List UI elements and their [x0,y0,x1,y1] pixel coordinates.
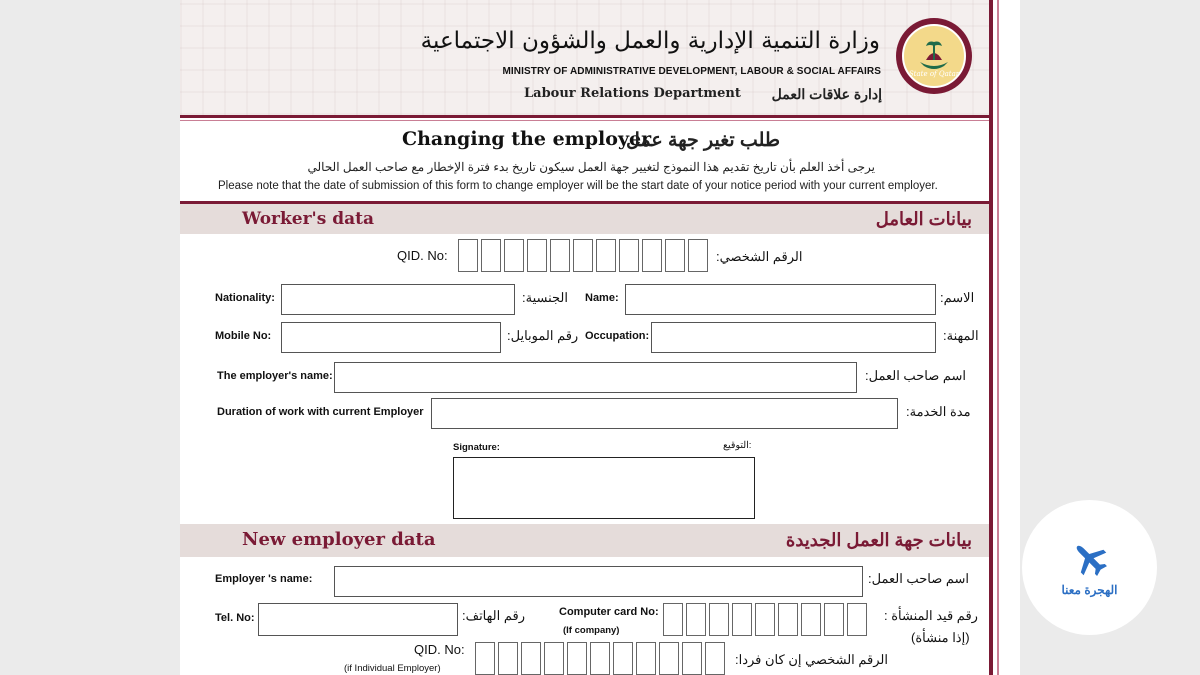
name-label-arabic: الاسم: [940,290,975,305]
qid-cell[interactable] [458,239,478,272]
worker-section-title-arabic: بيانات العامل [875,209,972,229]
qid-label: QID. No: [397,248,448,263]
duration-label-arabic: مدة الخدمة: [906,404,971,419]
new-employer-qid-cells[interactable] [475,642,725,675]
computer-card-cell[interactable] [709,603,729,636]
nationality-label-arabic: الجنسية: [522,290,568,305]
qid-cell[interactable] [688,239,708,272]
notice-english: Please note that the date of submission of this form to change employer will be the start date of your notice period with your current employer. [218,180,938,192]
employer-name-field[interactable] [334,362,857,393]
badge-label: الهجرة معنا [1061,582,1118,597]
state-of-qatar-logo [896,18,972,94]
mobile-field[interactable] [281,322,501,353]
form-title-arabic: طلب تغير جهة عمل [626,130,780,151]
qid-cell[interactable] [481,239,501,272]
worker-section-title-english: Worker's data [242,209,375,229]
form-title-english: Changing the employer [402,128,652,150]
qid-cell[interactable] [619,239,639,272]
page-margin [990,0,1020,675]
new-employer-qid-sub-label: (if Individual Employer) [344,663,441,674]
new-employer-qid-cell[interactable] [590,642,610,675]
nationality-label: Nationality: [215,292,275,304]
new-employer-name-field[interactable] [334,566,863,597]
computer-card-sub-label-arabic: (إذا منشأة) [911,630,970,645]
qid-cell[interactable] [596,239,616,272]
computer-card-label-arabic: رقم قيد المنشأة : [884,608,978,623]
qid-cell[interactable] [550,239,570,272]
computer-card-cell[interactable] [824,603,844,636]
occupation-label: Occupation: [585,330,650,342]
duration-field[interactable] [431,398,898,429]
qid-cell[interactable] [504,239,524,272]
tel-label: Tel. No: [215,612,255,624]
tel-field[interactable] [258,603,458,636]
computer-card-cell[interactable] [755,603,775,636]
name-field[interactable] [625,284,936,315]
new-employer-qid-cell[interactable] [475,642,495,675]
qid-label-arabic: الرقم الشخصي: [716,249,803,264]
new-employer-name-label-arabic: اسم صاحب العمل: [868,571,969,586]
name-label: Name: [585,292,619,304]
new-employer-qid-cell[interactable] [636,642,656,675]
header-divider-thin [180,120,990,121]
new-employer-name-label: Employer 's name: [215,573,313,585]
department-arabic: إدارة علاقات العمل [771,86,882,102]
tel-label-arabic: رقم الهاتف: [462,608,525,623]
worker-section-header [180,201,990,234]
new-employer-qid-cell[interactable] [613,642,633,675]
computer-card-cell[interactable] [801,603,821,636]
page-border-thin [997,0,999,675]
page-border-thick [989,0,993,675]
header-divider [180,115,990,118]
ministry-name-arabic: وزارة التنمية الإدارية والعمل والشؤون الاجتماعية [420,28,880,54]
computer-card-cell[interactable] [663,603,683,636]
new-employer-qid-cell[interactable] [544,642,564,675]
signature-box[interactable] [453,457,755,519]
qid-cell[interactable] [642,239,662,272]
notice-arabic: يرجى أخذ العلم بأن تاريخ تقديم هذا النموذج لتغيير جهة العمل سيكون تاريخ بدء فترة الإخطار مع صاحب العمل الحالي [307,160,875,174]
mobile-label: Mobile No: [215,330,272,342]
computer-card-cell[interactable] [686,603,706,636]
computer-card-sub-label: (If company) [563,625,620,636]
new-employer-qid-cell[interactable] [567,642,587,675]
new-employer-section-title-arabic: بيانات جهة العمل الجديدة [785,530,972,550]
site-badge[interactable] [1022,500,1157,635]
airplane-icon [1070,539,1110,579]
qid-cell[interactable] [527,239,547,272]
mobile-label-arabic: رقم الموبايل: [507,328,579,343]
new-employer-section-header [180,524,990,557]
new-employer-qid-cell[interactable] [682,642,702,675]
employer-name-label: The employer's name: [217,370,333,382]
new-employer-section-title-english: New employer data [242,529,436,550]
qid-cell[interactable] [573,239,593,272]
logo-caption: State of Qatar [908,70,960,78]
new-employer-qid-cell[interactable] [498,642,518,675]
ministry-name-english: MINISTRY OF ADMINISTRATIVE DEVELOPMENT, LABOUR & SOCIAL AFFAIRS [502,66,881,77]
occupation-label-arabic: المهنة: [943,328,979,343]
new-employer-qid-label: QID. No: [414,642,465,657]
duration-label: Duration of work with current Employer [217,406,424,418]
new-employer-qid-cell[interactable] [659,642,679,675]
computer-card-cell[interactable] [732,603,752,636]
form-page [180,0,990,675]
department-english: Labour Relations Department [524,86,741,101]
computer-card-cell[interactable] [778,603,798,636]
computer-card-label: Computer card No: [559,606,659,618]
occupation-field[interactable] [651,322,936,353]
qid-cell[interactable] [665,239,685,272]
signature-label: Signature: [453,442,500,453]
new-employer-qid-label-arabic: الرقم الشخصي إن كان فردا: [735,652,888,667]
computer-card-cell[interactable] [847,603,867,636]
employer-name-label-arabic: اسم صاحب العمل: [865,368,966,383]
nationality-field[interactable] [281,284,515,315]
computer-card-cells[interactable] [663,603,867,636]
signature-label-arabic: التوقيع: [723,440,752,451]
qid-cells[interactable] [458,239,708,272]
new-employer-qid-cell[interactable] [521,642,541,675]
emblem-icon [902,24,966,88]
new-employer-qid-cell[interactable] [705,642,725,675]
